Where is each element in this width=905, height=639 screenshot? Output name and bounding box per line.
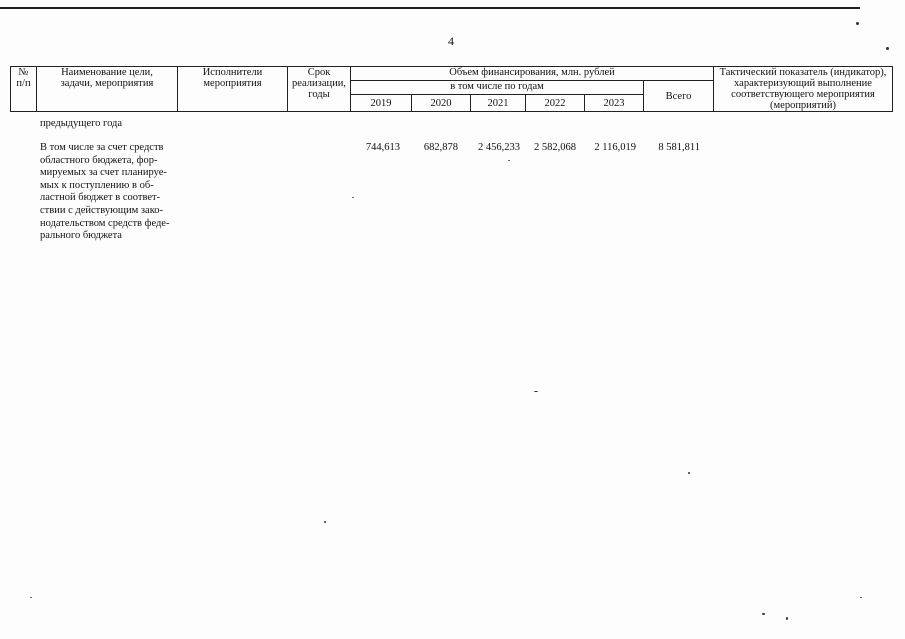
value-2023: 2 116,019 bbox=[594, 142, 636, 153]
scan-speck bbox=[324, 521, 326, 523]
col-header-by-years: в том числе по годам bbox=[351, 81, 644, 95]
col-header-year-2019: 2019 bbox=[351, 95, 412, 112]
col-header-term: Срок реализации, годы bbox=[288, 67, 351, 112]
continuation-text: предыдущего года bbox=[40, 118, 123, 129]
value-total: 8 581,811 bbox=[658, 142, 700, 153]
value-2022: 2 582,068 bbox=[534, 142, 576, 153]
col-header-executors: Исполнители мероприятия bbox=[178, 67, 288, 112]
col-header-total: Всего bbox=[644, 81, 714, 112]
value-2020: 682,878 bbox=[423, 142, 458, 153]
funding-table-header bbox=[10, 66, 893, 112]
scan-speck bbox=[30, 597, 32, 598]
scan-speck bbox=[508, 160, 510, 161]
scan-speck bbox=[886, 47, 889, 50]
col-header-year-2023: 2023 bbox=[585, 95, 644, 112]
col-header-year-2020: 2020 bbox=[412, 95, 471, 112]
scan-speck bbox=[762, 613, 765, 615]
col-header-indicator: Тактический показатель (индикатор), характеризующий выполнение соответствующего мероприятия (мероприятий) bbox=[714, 67, 893, 112]
scan-speck bbox=[786, 617, 788, 620]
col-header-number: № п/п bbox=[11, 67, 37, 112]
page-number: 4 bbox=[448, 34, 454, 48]
value-2021: 2 456,233 bbox=[478, 142, 520, 153]
scan-speck bbox=[688, 472, 690, 474]
col-header-name: Наименование цели, задачи, мероприятия bbox=[37, 67, 178, 112]
scan-speck bbox=[352, 197, 354, 198]
scan-speck bbox=[534, 391, 538, 392]
col-header-funding: Объем финансирования, млн. рублей bbox=[351, 67, 714, 81]
value-2019: 744,613 bbox=[365, 142, 400, 153]
scan-speck bbox=[856, 22, 859, 25]
regional-budget-description: В том числе за счет средств областного бюджета, фор- мируемых за счет планируе- мых к поступлению в об- ластной бюджет в соответ- ствии с действующим зако- нодательством средств феде- рального бюджета bbox=[40, 142, 170, 242]
col-header-year-2021: 2021 bbox=[471, 95, 526, 112]
page-top-edge bbox=[0, 7, 860, 9]
scan-speck bbox=[860, 597, 862, 598]
col-header-year-2022: 2022 bbox=[526, 95, 585, 112]
